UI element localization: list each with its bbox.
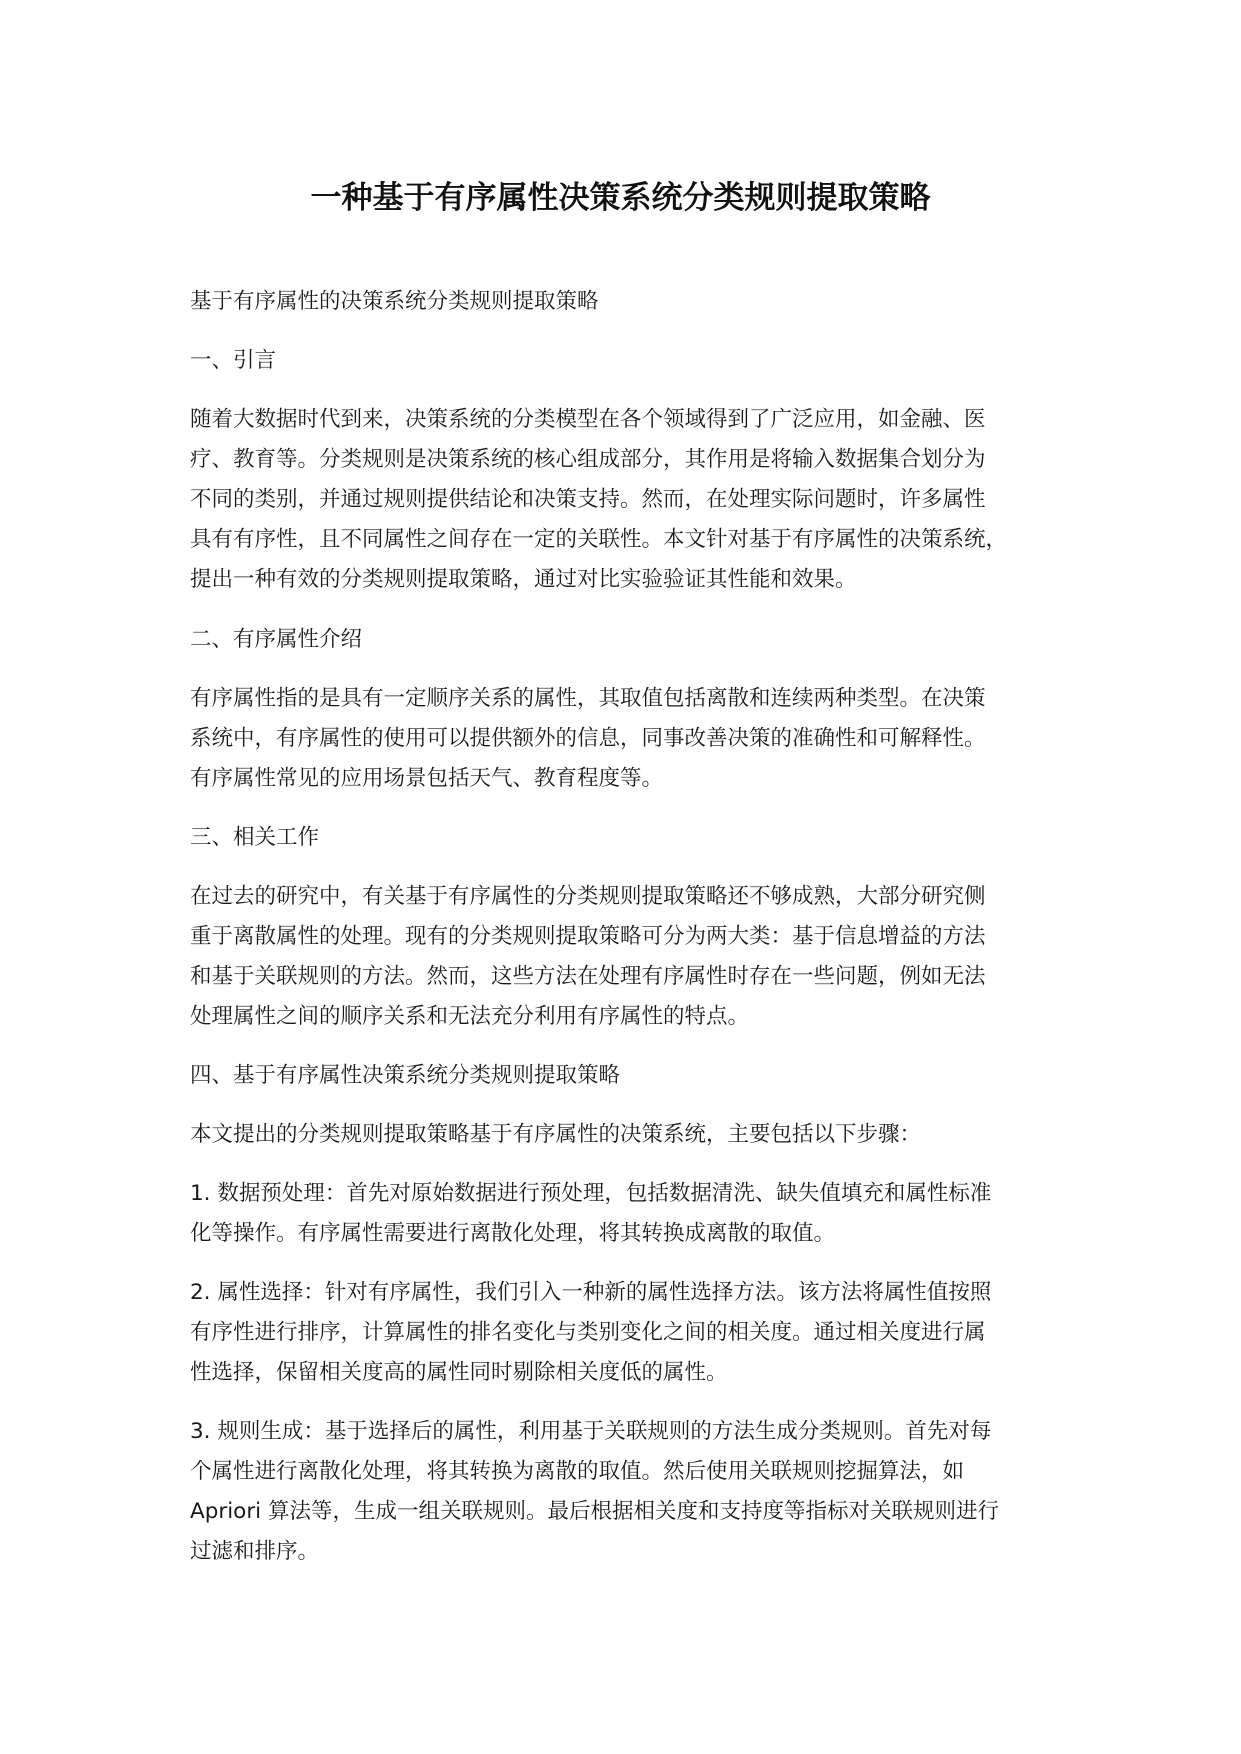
text-line: 具有有序性，且不同属性之间存在一定的关联性。本文针对基于有序属性的决策系统，: [190, 527, 1008, 552]
text-line: 1. 数据预处理：首先对原始数据进行预处理，包括数据清洗、缺失值填充和属性标准: [190, 1181, 992, 1206]
text-line: 三、相关工作: [190, 825, 320, 850]
intro-paragraph: [190, 400, 1090, 600]
strategy-intro-paragraph: [190, 1115, 1090, 1155]
text-line: 基于有序属性的决策系统分类规则提取策略: [190, 289, 599, 314]
text-line: 2. 属性选择：针对有序属性，我们引入一种新的属性选择方法。该方法将属性值按照: [190, 1280, 992, 1305]
text-line: 不同的类别，并通过规则提供结论和决策支持。然而，在处理实际问题时，许多属性: [190, 487, 986, 512]
text-line: 过滤和排序。: [190, 1539, 320, 1564]
text-line: 处理属性之间的顺序关系和无法充分利用有序属性的特点。: [190, 1004, 750, 1029]
section-heading-ordered-attributes: [190, 620, 1090, 660]
text-line: 疗、教育等。分类规则是决策系统的核心组成部分，其作用是将输入数据集合划分为: [190, 447, 986, 472]
step-1-paragraph: [190, 1174, 1090, 1254]
section-heading-strategy: [190, 1056, 1090, 1096]
text-line: 3. 规则生成：基于选择后的属性，利用基于关联规则的方法生成分类规则。首先对每: [190, 1419, 992, 1444]
text-line: 个属性进行离散化处理，将其转换为离散的取值。然后使用关联规则挖掘算法，如: [190, 1459, 965, 1484]
section-heading-intro: [190, 341, 1090, 381]
related-work-paragraph: [190, 877, 1090, 1037]
text-line: 有序属性常见的应用场景包括天气、教育程度等。: [190, 766, 664, 791]
ordered-attributes-paragraph: [190, 679, 1090, 799]
text-line: 一、引言: [190, 348, 277, 373]
text-line: 和基于关联规则的方法。然而，这些方法在处理有序属性时存在一些问题，例如无法: [190, 964, 986, 989]
text-line: 系统中，有序属性的使用可以提供额外的信息，同事改善决策的准确性和可解释性。: [190, 726, 986, 751]
text-line: 四、基于有序属性决策系统分类规则提取策略: [190, 1063, 621, 1088]
text-line: 有序性进行排序，计算属性的排名变化与类别变化之间的相关度。通过相关度进行属: [190, 1320, 986, 1345]
text-line: 随着大数据时代到来，决策系统的分类模型在各个领域得到了广泛应用，如金融、医: [190, 407, 986, 432]
text-line: 性选择，保留相关度高的属性同时剔除相关度低的属性。: [190, 1360, 728, 1385]
text-line: 二、有序属性介绍: [190, 627, 363, 652]
text-line: 重于离散属性的处理。现有的分类规则提取策略可分为两大类：基于信息增益的方法: [190, 924, 986, 949]
text-line: 化等操作。有序属性需要进行离散化处理，将其转换成离散的取值。: [190, 1221, 836, 1246]
text-line: 提出一种有效的分类规则提取策略，通过对比实验验证其性能和效果。: [190, 567, 857, 592]
text-line: Apriori 算法等，生成一组关联规则。最后根据相关度和支持度等指标对关联规则进行: [190, 1499, 999, 1524]
subtitle-paragraph: [190, 282, 1090, 322]
text-line: 本文提出的分类规则提取策略基于有序属性的决策系统，主要包括以下步骤：: [190, 1122, 922, 1147]
text-line: 有序属性指的是具有一定顺序关系的属性，其取值包括离散和连续两种类型。在决策: [190, 686, 986, 711]
step-2-paragraph: [190, 1273, 1090, 1393]
document-title: 一种基于有序属性决策系统分类规则提取策略: [310, 180, 931, 216]
text-line: 在过去的研究中，有关基于有序属性的分类规则提取策略还不够成熟，大部分研究侧: [190, 884, 986, 909]
step-3-paragraph: [190, 1412, 1090, 1572]
section-heading-related-work: [190, 818, 1090, 858]
